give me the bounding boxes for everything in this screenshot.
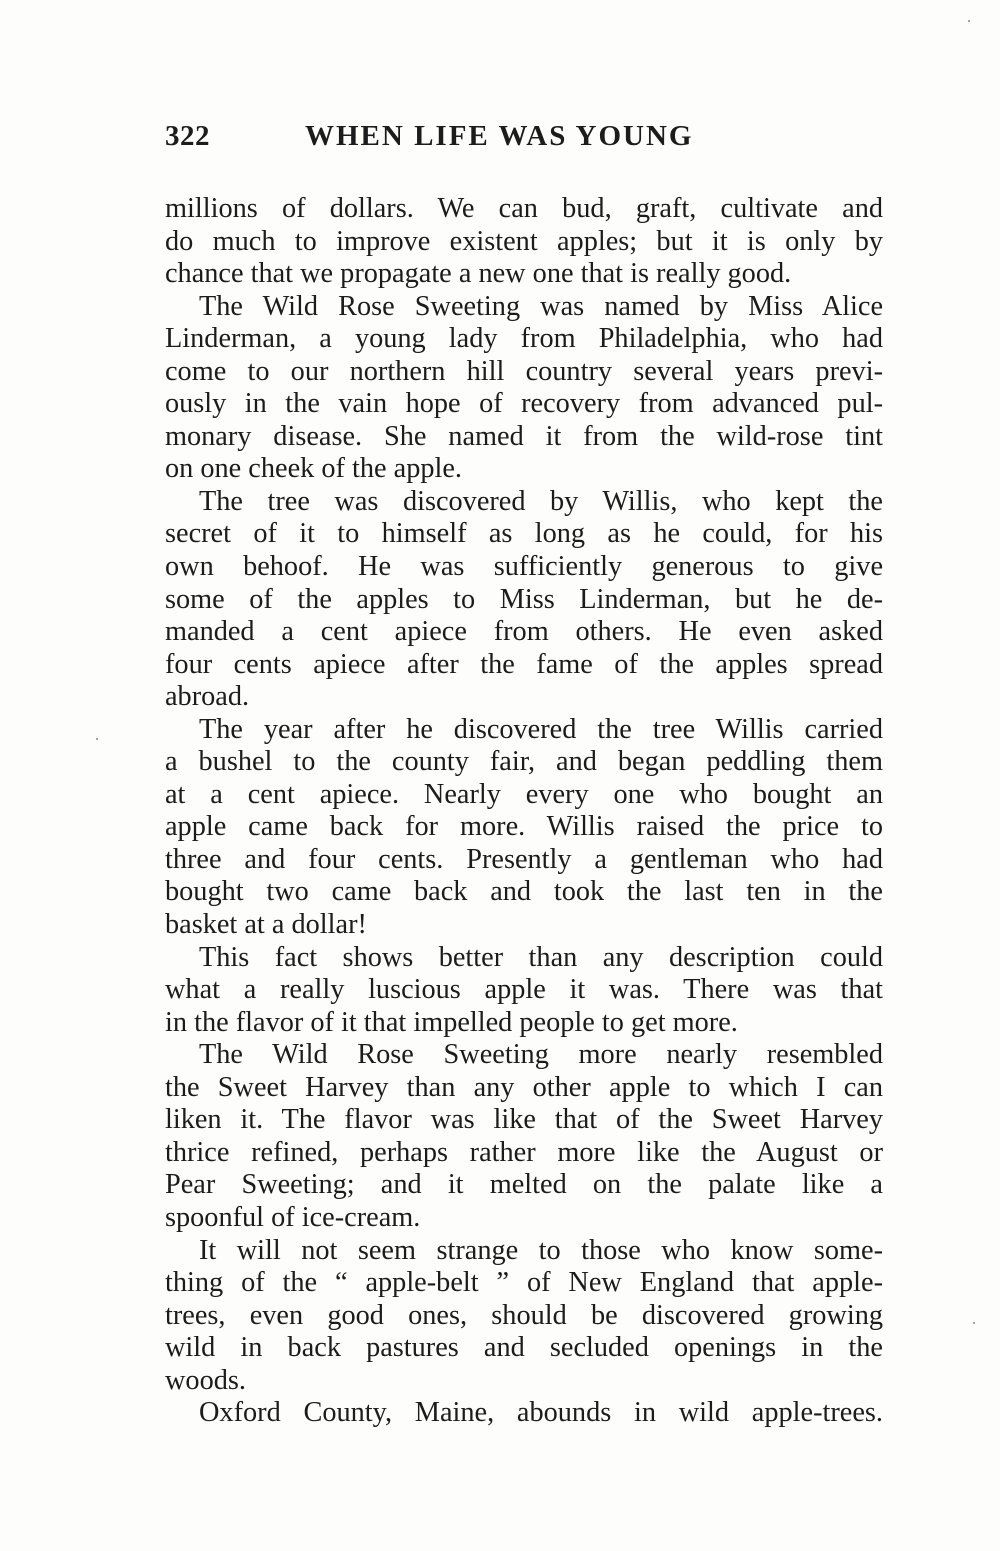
text-line: manded a cent apiece from others. He even asked [165, 616, 883, 648]
text-line: This fact shows better than any description could [199, 941, 883, 973]
text-line: a bushel to the county fair, and began peddling them [165, 746, 883, 778]
text-line: on one cheek of the apple. [165, 453, 462, 485]
text-line: spoonful of ice-cream. [165, 1201, 421, 1233]
page-header [165, 116, 885, 166]
body-text [165, 193, 883, 1430]
text-line: do much to improve existent apples; but it is only by [165, 225, 883, 257]
text-line: some of the apples to Miss Linderman, but he de- [165, 583, 883, 615]
text-line: thing of the “ apple-belt ” of New England that apple- [165, 1267, 883, 1299]
text-line: in the flavor of it that impelled people to get more. [165, 1006, 738, 1038]
text-line: monary disease. She named it from the wild-rose tint [165, 420, 883, 452]
text-line: four cents apiece after the fame of the apples spread [165, 648, 883, 680]
text-line: It will not seem strange to those who know some- [199, 1234, 883, 1266]
text-line: come to our northern hill country several years previ- [165, 355, 883, 387]
text-line: the Sweet Harvey than any other apple to which I can [165, 1071, 883, 1103]
text-line: bought two came back and took the last ten in the [165, 876, 883, 908]
text-line: abroad. [165, 681, 250, 713]
text-line: Linderman, a young lady from Philadelphia, who had [165, 323, 883, 355]
text-line: Pear Sweeting; and it melted on the palate like a [165, 1169, 883, 1201]
text-line: three and four cents. Presently a gentleman who had [165, 843, 883, 875]
running-title: WHEN LIFE WAS YOUNG [305, 120, 694, 152]
text-line: trees, even good ones, should be discovered growing [165, 1299, 883, 1331]
page-number: 322 [165, 120, 210, 152]
text-line: millions of dollars. We can bud, graft, cultivate and [165, 193, 883, 224]
text-line: The Wild Rose Sweeting was named by Miss Alice [199, 290, 883, 322]
text-line: wild in back pastures and secluded openings in the [165, 1332, 883, 1364]
scan-speck [968, 20, 970, 22]
text-line: The Wild Rose Sweeting more nearly resembled [199, 1039, 883, 1071]
text-line: woods. [165, 1364, 246, 1396]
text-line: liken it. The flavor was like that of the Sweet Harvey [165, 1104, 883, 1136]
text-line: what a really luscious apple it was. There was that [165, 974, 883, 1006]
scan-speck [973, 1322, 975, 1324]
text-line: apple came back for more. Willis raised the price to [165, 811, 883, 843]
text-line: at a cent apiece. Nearly every one who bought an [165, 778, 883, 810]
text-line: chance that we propagate a new one that is really good. [165, 258, 792, 290]
text-line: The year after he discovered the tree Willis carried [199, 713, 883, 745]
scan-speck [96, 738, 98, 740]
text-line: own behoof. He was sufficiently generous to give [165, 551, 883, 583]
text-line: basket at a dollar! [165, 909, 367, 941]
text-line: secret of it to himself as long as he could, for his [165, 518, 883, 550]
text-line: The tree was discovered by Willis, who kept the [199, 485, 883, 517]
text-line: Oxford County, Maine, abounds in wild apple-trees. [199, 1397, 883, 1429]
text-line: thrice refined, perhaps rather more like the August or [165, 1136, 883, 1168]
text-line: ously in the vain hope of recovery from advanced pul- [165, 388, 883, 420]
